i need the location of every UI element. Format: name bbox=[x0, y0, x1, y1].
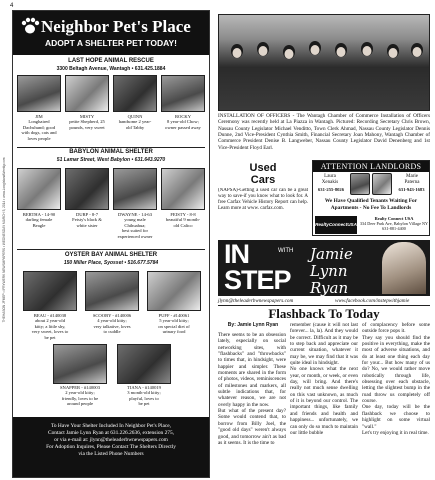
pet-photo-beau bbox=[23, 271, 77, 311]
used-cars-title: Used Cars bbox=[249, 162, 277, 186]
neighbor-pets-header bbox=[13, 11, 209, 55]
landlords-tagline: We Have Qualified Tenants Waiting For Apartments - No Fee To Landlords bbox=[324, 198, 418, 211]
divider bbox=[17, 249, 205, 250]
pet-photo-dwayne bbox=[113, 168, 157, 210]
neighbor-pets-title: Neighbor Pet's Place bbox=[41, 17, 191, 36]
pet-caption-bertha: BERTHA - 14-90 darling female Beagle bbox=[22, 212, 56, 228]
agent-name-laura: Laura Xenakis bbox=[321, 174, 339, 185]
pet-photo-misty bbox=[65, 75, 109, 112]
installation-caption: INSTALLATION OF OFFICERS - The Wantagh Chamber of Commerce Installation of Officers Ceremony was recently held at La Piazza in Wantagh. Pictured: Recording Secretary Chris Brown, Nassau County Legislator Michael Venditto, Town Clerk Ahmad, Nassau County Legislator Dennis Dunne, 2nd Vice-President Cynthia Smith, Financial Secretary Joan Mahony, Wantagh Chamber of Commerce President Denise B. Langweber, Nassau County Legislator David Denenberg and 1st Vice-President Floyd Earl. bbox=[218, 113, 430, 151]
neighbor-pets-subtitle: ADOPT A SHELTER PET TODAY! bbox=[45, 38, 177, 48]
neighbor-pets-section bbox=[12, 10, 210, 478]
instep-word-in: IN bbox=[224, 240, 249, 269]
pet-caption-rocky: ROCKY 8 year-old Chow; owner passed away bbox=[165, 114, 201, 130]
neighbor-pets-footer: To Have Your Shelter Included In Neighbor Pet's Place, Contact Jamie Lynn Ryan at 631.226.2636, extension 275, or via e-mail at: jlynn@theleaderbwnewspapers.com For Adoption Inquires, Please Contact The Shelters Directly via the Listed Phone Numbers bbox=[13, 417, 209, 477]
page-number: 4 bbox=[10, 3, 14, 9]
agent-name-marie: Marie Paterna bbox=[404, 174, 420, 185]
article-column-3: of complacency before some outside force pops it. They say you should find the positive in everything, make the most of adverse situations, and do at least one thing each day for your... But how many of us do? No, we would rather move robotically through life, obsessing over each obstacle, letting the slightest bump in the road throw us completely off course. One day, today will be the flashback we choose to highlight on some virtual "wall." Let's try enjoying it in real time. bbox=[362, 322, 430, 436]
pet-photo-scooby bbox=[85, 271, 139, 311]
pet-caption-misty: MISTY petite Shepherd, 25 pounds, very sweet bbox=[69, 114, 105, 130]
agent-photo-laura bbox=[350, 173, 370, 195]
used-cars-ad bbox=[218, 163, 308, 235]
instep-with: WITH bbox=[278, 248, 294, 254]
pet-caption-puff: PUFF - #140061 5 year-old kitty; on special diet of urinary food bbox=[158, 313, 190, 335]
group-photo-figures bbox=[219, 15, 431, 112]
babylon-address: 51 Lamar Street, West Babylon • 631.643.9270 bbox=[56, 157, 166, 163]
pet-photo-tiana bbox=[117, 344, 171, 384]
pet-caption-quinn: QUINN handsome 2 year- old Tabby bbox=[118, 114, 152, 130]
article-column-1: There seems to be an obsession lately, especially on social networking sites, with "flashbacks" and "throwbacks" to times that, in hindsight, were happier and simpler. These moments are shared in the form of photos, videos, reminiscences of milestones and markers, all subtle indications that, for whatever reason, we are not overly happy in the now. But what of the present day? Some would contend that, to borrow from Billy Joel, the "good old days" weren't always good, and tomorrow ain't as bad as it seems. It is the time to bbox=[218, 332, 286, 446]
used-cars-body: (NAPSA)-Getting a used car can be a great way to save-if you know what to look for. A free Carfax Vehicle History Report can help. Learn more at www. carfax.com. bbox=[218, 188, 308, 212]
pet-caption-tiana: TIANA - #140019 3 month-old kitty; playful, loves to be pet bbox=[127, 385, 161, 407]
pet-caption-dwayne: DWAYNE - 14-63 young male Chihuahua; best suited for experienced owner bbox=[117, 212, 153, 239]
last-hope-address: 3300 Beltagh Avenue, Wantagh • 631.425.1884 bbox=[56, 66, 166, 72]
pet-photo-quinn bbox=[113, 75, 157, 112]
pet-photo-rocky bbox=[161, 75, 205, 112]
pet-caption-beau: BEAU - #140038 about 2 year-old kitty; a little shy, very sweet, loves to be pet bbox=[31, 313, 69, 340]
oyster-bay-address: 150 Miller Place, Syosset • 516.677.5784 bbox=[63, 260, 159, 266]
realty-connect-logo: RealtyConnectUSA bbox=[315, 216, 357, 234]
installation-photo bbox=[218, 14, 430, 111]
agent-photo-marie bbox=[372, 173, 392, 195]
instep-jamie-script: Jamie Lynn Ryan bbox=[310, 245, 353, 296]
instep-word-step: STEP bbox=[224, 265, 291, 295]
pet-photo-bertha bbox=[17, 168, 61, 210]
oyster-bay-title: OYSTER BAY ANIMAL SHELTER bbox=[64, 252, 158, 258]
pet-photo-durp bbox=[65, 168, 109, 210]
article-column-2: remember (cause it will not last forever... la, la). And they would be correct. Difficult as it may be to step back and appreciate our current situation, whatever it may be, we may find that it was quite ideal in hindsight. No one knows what the next year, or month, or week, or even day, will bring. And there's really not much sense dwelling on this vast unknown, as much of it is beyond our control. The important things, like family and friends and health and happiness... unfortunately, we can only do so much to maintain our little bubble bbox=[290, 322, 358, 436]
pet-caption-scooby: SCOOBY - #140006 4 year-old kitty; very talkative, loves to cuddle bbox=[92, 313, 132, 335]
pet-photo-puff bbox=[147, 271, 201, 311]
realty-connect-address: 334 Deer Park Ave, Babylon Village NY 631-881-4400 bbox=[359, 221, 429, 231]
pet-caption-snapper: SNAPPER - #140003 2 year-old kitty; friendly, loves to be around people bbox=[59, 385, 101, 407]
page-margin-text: THEHASON JFMEP • IFRYWERK NEWSMPAPERS • WEDNESDAY MARCH 5, 2014 • www.LongIslandWeekly.com bbox=[2, 157, 6, 323]
babylon-title: BABYLON ANIMAL SHELTER bbox=[69, 149, 153, 155]
realty-connect-name: Realty Connect USA bbox=[374, 216, 414, 221]
pet-caption-durp: DURP - 8-7 Feisty's black & white sister bbox=[72, 212, 102, 228]
pet-photo-jim bbox=[17, 75, 61, 112]
paw-icon bbox=[19, 15, 41, 37]
last-hope-title: LAST HOPE ANIMAL RESCUE bbox=[68, 58, 154, 64]
pet-photo-feisty bbox=[161, 168, 205, 210]
instep-header bbox=[218, 240, 430, 296]
article-byline: By: Jamie Lynn Ryan bbox=[227, 322, 279, 328]
divider bbox=[17, 147, 205, 148]
agent-phone-laura: 631-255-8026 bbox=[317, 187, 345, 192]
pet-caption-feisty: FEISTY - 8-8 beautiful 9 month- old Calico bbox=[165, 212, 201, 228]
article-title: Flashback To Today bbox=[268, 306, 380, 321]
pet-photo-snapper bbox=[53, 344, 107, 384]
instep-web: www.facebook.com/instepwithjamie bbox=[335, 298, 410, 304]
jamie-portrait bbox=[382, 242, 426, 294]
landlords-title: ATTENTION LANDLORDS bbox=[313, 161, 429, 172]
landlords-ad bbox=[312, 160, 430, 236]
agent-phone-marie: 631-943-1683 bbox=[398, 187, 425, 192]
pet-caption-jim: JIM Longhaired Dachshund; good with dogs, cats and loves people bbox=[21, 114, 57, 141]
instep-email: jlynn@theleaderbwnewspapers.com bbox=[218, 298, 294, 304]
